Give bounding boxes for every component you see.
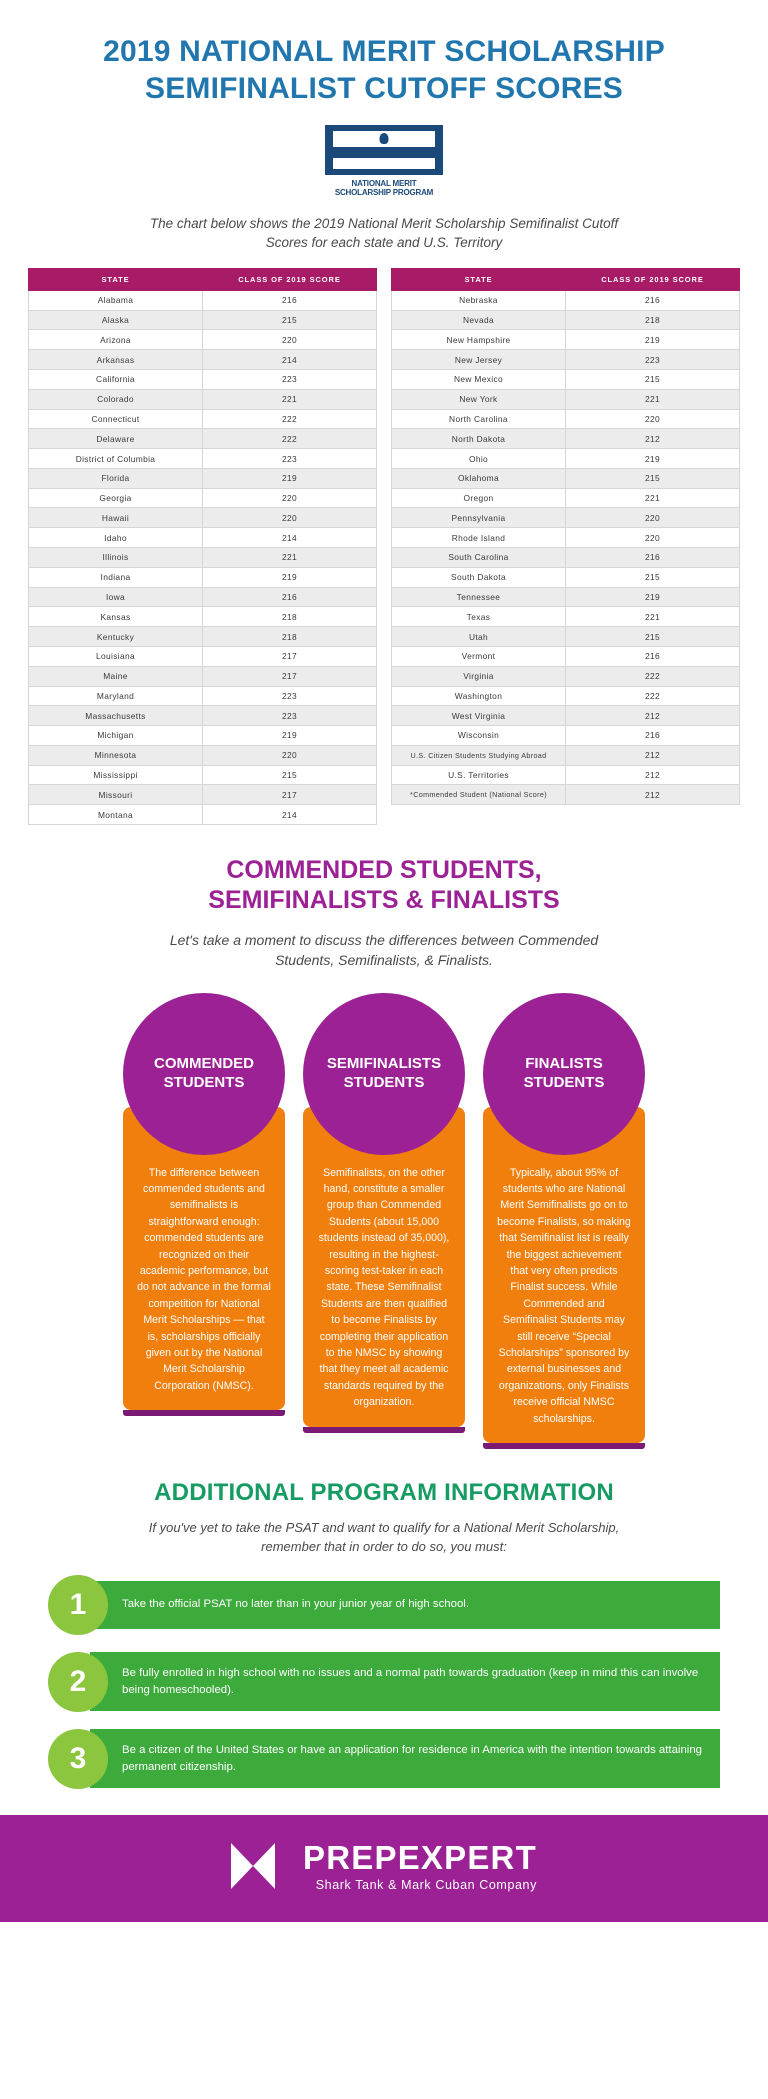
table-row	[392, 409, 740, 429]
cell-score: 218	[203, 627, 377, 647]
table-row	[29, 726, 377, 746]
cell-score: 222	[203, 429, 377, 449]
table-row	[29, 745, 377, 765]
cell-score: 220	[566, 409, 740, 429]
cell-score: 215	[203, 765, 377, 785]
cell-score: 220	[203, 745, 377, 765]
cell-score: 221	[566, 607, 740, 627]
chevron-left-icon	[231, 1843, 253, 1889]
score-table-right	[391, 268, 740, 805]
commended-section	[0, 825, 768, 971]
additional-info-section	[0, 1449, 768, 1557]
commended-title-line2: SEMIFINALISTS & FINALISTS	[208, 886, 560, 915]
col-header-state: STATE	[29, 268, 203, 290]
card-footer-bar	[483, 1443, 645, 1449]
nmsp-logo-icon	[325, 125, 443, 175]
table-row	[29, 627, 377, 647]
cell-state: Pennsylvania	[392, 508, 566, 528]
cell-score: 215	[566, 370, 740, 390]
cell-state: Vermont	[392, 646, 566, 666]
footer-tagline: Shark Tank & Mark Cuban Company	[315, 1877, 537, 1892]
cell-state: Michigan	[29, 726, 203, 746]
table-row	[392, 429, 740, 449]
table-row	[29, 508, 377, 528]
cell-state: Nevada	[392, 310, 566, 330]
logo-text-line1: NATIONAL MERIT	[351, 179, 417, 189]
table-row	[29, 548, 377, 568]
table-row	[29, 607, 377, 627]
table-row	[29, 528, 377, 548]
step-number: 2	[48, 1652, 108, 1712]
cell-state: California	[29, 370, 203, 390]
card-footer-bar	[303, 1427, 465, 1433]
cell-state: District of Columbia	[29, 449, 203, 469]
card-body-text: Typically, about 95% of students who are National Merit Semifinalists go on to become Finalists, so making that Semifinalist list is really the biggest achievement that very often predicts Finalist success. While Commended and Semifinalist Students may still receive “Special Scholarships” sponsored by external businesses and organizations, only Finalists receive official NMSC scholarships.	[483, 1107, 645, 1444]
table-row	[392, 290, 740, 310]
nmsp-logo-text	[325, 179, 443, 197]
cell-state: U.S. Citizen Students Studying Abroad	[392, 745, 566, 765]
table-row	[392, 389, 740, 409]
cell-score: 223	[203, 449, 377, 469]
table-row	[392, 567, 740, 587]
cell-score: 216	[566, 548, 740, 568]
footer-text-block	[303, 1838, 537, 1892]
card-heading-line1: SEMIFINALISTS	[326, 1054, 442, 1072]
cell-state: South Carolina	[392, 548, 566, 568]
cell-state: Mississippi	[29, 765, 203, 785]
cell-score: 221	[203, 389, 377, 409]
cell-state: New Hampshire	[392, 330, 566, 350]
table-row	[29, 389, 377, 409]
cell-state: Massachusetts	[29, 706, 203, 726]
definition-card	[303, 993, 465, 1433]
header-section	[0, 0, 768, 252]
header-subtitle: The chart below shows the 2019 National Merit Scholarship Semifinalist Cutoff Scores for each state and U.S. Territory	[149, 215, 619, 250]
table-header-row	[392, 268, 740, 290]
cell-score: 215	[566, 567, 740, 587]
cell-score: 212	[566, 785, 740, 805]
table-row	[29, 449, 377, 469]
table-row	[392, 785, 740, 805]
cell-score: 220	[566, 528, 740, 548]
cell-state: North Carolina	[392, 409, 566, 429]
nmsp-logo	[325, 125, 443, 197]
page-title-line1: 2019 NATIONAL MERIT SCHOLARSHIP	[103, 35, 665, 68]
cell-score: 214	[203, 805, 377, 825]
cell-state: Maine	[29, 666, 203, 686]
cell-state: Nebraska	[392, 290, 566, 310]
cell-score: 219	[566, 330, 740, 350]
cell-state: Iowa	[29, 587, 203, 607]
table-row	[392, 548, 740, 568]
logo-band-bottom	[333, 158, 435, 169]
table-row	[29, 310, 377, 330]
table-row	[392, 627, 740, 647]
cell-score: 216	[566, 726, 740, 746]
score-table-left	[28, 268, 377, 825]
cell-state: Hawaii	[29, 508, 203, 528]
col-header-state: STATE	[392, 268, 566, 290]
cell-score: 223	[203, 686, 377, 706]
cell-score: 219	[566, 587, 740, 607]
cell-score: 219	[566, 449, 740, 469]
additional-info-title: ADDITIONAL PROGRAM INFORMATION	[154, 1479, 614, 1507]
cell-score: 212	[566, 706, 740, 726]
commended-title	[20, 855, 748, 916]
requirement-step	[48, 1652, 720, 1712]
table-row	[29, 666, 377, 686]
table-row	[392, 468, 740, 488]
prepexpert-logo-icon	[231, 1843, 289, 1889]
cell-score: 221	[203, 548, 377, 568]
cell-score: 220	[203, 508, 377, 528]
card-footer-bar	[123, 1410, 285, 1416]
cell-score: 223	[203, 706, 377, 726]
cell-score: 216	[566, 290, 740, 310]
step-text: Take the official PSAT no later than in your junior year of high school.	[90, 1581, 720, 1629]
page-title	[40, 34, 728, 107]
score-table-left-wrap	[28, 268, 377, 825]
table-row	[29, 587, 377, 607]
cell-state: Virginia	[392, 666, 566, 686]
table-row	[392, 330, 740, 350]
table-row	[29, 805, 377, 825]
table-row	[392, 587, 740, 607]
cell-score: 220	[203, 330, 377, 350]
cell-score: 212	[566, 745, 740, 765]
cell-score: 215	[566, 468, 740, 488]
cell-score: 222	[566, 686, 740, 706]
cell-score: 212	[566, 765, 740, 785]
logo-flame-icon	[380, 133, 389, 144]
cell-state: Idaho	[29, 528, 203, 548]
cell-state: Kansas	[29, 607, 203, 627]
requirement-steps	[0, 1557, 768, 1789]
table-row	[392, 449, 740, 469]
cell-score: 223	[203, 370, 377, 390]
table-row	[392, 528, 740, 548]
table-row	[29, 290, 377, 310]
definition-card	[123, 993, 285, 1417]
step-number: 1	[48, 1575, 108, 1635]
cell-state: Ohio	[392, 449, 566, 469]
cell-state: Utah	[392, 627, 566, 647]
cell-state: Missouri	[29, 785, 203, 805]
footer-brand: PREPEXPERT	[303, 1838, 537, 1876]
table-row	[29, 567, 377, 587]
card-body-text: The difference between commended students and semifinalists is straightforward enough: commended students are recognized on their academic performance, but do not advance in the formal competition for National Merit Scholarships — that is, scholarships officially given out by the National Merit Scholarship Corporation (NMSC).	[123, 1107, 285, 1411]
cell-score: 222	[203, 409, 377, 429]
requirement-step	[48, 1575, 720, 1635]
table-row	[392, 488, 740, 508]
cell-score: 218	[203, 607, 377, 627]
table-row	[29, 785, 377, 805]
card-heading	[303, 993, 465, 1155]
table-row	[392, 370, 740, 390]
cell-state: Minnesota	[29, 745, 203, 765]
cell-state: Arkansas	[29, 350, 203, 370]
additional-info-subtitle: If you've yet to take the PSAT and want to qualify for a National Merit Scholarship, remember that in order to do so, you must:	[148, 1520, 620, 1554]
table-row	[392, 310, 740, 330]
cell-state: Connecticut	[29, 409, 203, 429]
cell-state: Arizona	[29, 330, 203, 350]
logo-text-line2: SCHOLARSHIP PROGRAM	[334, 188, 434, 198]
table-row	[29, 686, 377, 706]
cell-score: 219	[203, 567, 377, 587]
cell-score: 220	[203, 488, 377, 508]
definition-card	[483, 993, 645, 1450]
table-row	[29, 468, 377, 488]
cell-state: Alaska	[29, 310, 203, 330]
cell-score: 212	[566, 429, 740, 449]
table-row	[392, 646, 740, 666]
table-header-row	[29, 268, 377, 290]
table-row	[29, 330, 377, 350]
cell-state: Oklahoma	[392, 468, 566, 488]
cell-score: 218	[566, 310, 740, 330]
table-row	[29, 646, 377, 666]
cell-state: Rhode Island	[392, 528, 566, 548]
cell-score: 222	[566, 666, 740, 686]
table-row	[29, 370, 377, 390]
table-row	[392, 350, 740, 370]
cell-score: 215	[566, 627, 740, 647]
cell-state: Washington	[392, 686, 566, 706]
cell-score: 214	[203, 350, 377, 370]
table-row	[392, 726, 740, 746]
cell-state: Kentucky	[29, 627, 203, 647]
card-heading-line2: STUDENTS	[523, 1073, 605, 1091]
footer-bar	[0, 1815, 768, 1922]
cell-state: Louisiana	[29, 646, 203, 666]
cell-score: 216	[203, 587, 377, 607]
cell-state: Georgia	[29, 488, 203, 508]
cell-score: 216	[566, 646, 740, 666]
cell-score: 223	[566, 350, 740, 370]
cell-state: Florida	[29, 468, 203, 488]
step-text: Be a citizen of the United States or have an application for residence in America with the intention towards attaining permanent citizenship.	[90, 1729, 720, 1788]
table-row	[29, 409, 377, 429]
score-tables	[0, 252, 768, 825]
table-row	[392, 706, 740, 726]
cell-state: Delaware	[29, 429, 203, 449]
col-header-score: CLASS OF 2019 SCORE	[566, 268, 740, 290]
cell-state: U.S. Territories	[392, 765, 566, 785]
cell-state: New Jersey	[392, 350, 566, 370]
cell-score: 217	[203, 785, 377, 805]
cell-state: South Dakota	[392, 567, 566, 587]
cell-score: 217	[203, 646, 377, 666]
cell-state: New York	[392, 389, 566, 409]
definition-cards	[0, 971, 768, 1450]
cell-score: 215	[203, 310, 377, 330]
cell-state: Montana	[29, 805, 203, 825]
commended-subtitle: Let's take a moment to discuss the differences between Commended Students, Semifinalists, & Finalists.	[169, 931, 599, 969]
step-text: Be fully enrolled in high school with no issues and a normal path towards graduation (keep in mind this can involve being homeschooled).	[90, 1652, 720, 1711]
cell-state: New Mexico	[392, 370, 566, 390]
cell-score: 217	[203, 666, 377, 686]
cell-score: 219	[203, 726, 377, 746]
table-row	[392, 765, 740, 785]
table-row	[392, 607, 740, 627]
table-row	[392, 745, 740, 765]
cell-score: 214	[203, 528, 377, 548]
cell-score: 220	[566, 508, 740, 528]
cell-state: Wisconsin	[392, 726, 566, 746]
table-row	[29, 765, 377, 785]
cell-score: 221	[566, 488, 740, 508]
cell-score: 221	[566, 389, 740, 409]
card-heading-line2: STUDENTS	[163, 1073, 245, 1091]
table-row	[392, 508, 740, 528]
cell-state: Tennessee	[392, 587, 566, 607]
card-heading-line1: FINALISTS	[525, 1054, 603, 1072]
card-body-text: Semifinalists, on the other hand, constitute a smaller group than Commended Students (about 15,000 students instead of 35,000), resulting in the highest-scoring test-taker in each state. These Semifinalist Students are then qualified to become Finalists by completing their application to the NMSC by showing that they meet all academic standards required by the organization.	[303, 1107, 465, 1427]
card-heading-line2: STUDENTS	[343, 1073, 425, 1091]
table-row	[29, 706, 377, 726]
table-row	[392, 686, 740, 706]
chevron-right-icon	[253, 1843, 275, 1889]
card-heading-line1: COMMENDED	[154, 1054, 254, 1072]
cell-state: *Commended Student (National Score)	[392, 785, 566, 805]
requirement-step	[48, 1729, 720, 1789]
cell-state: Oregon	[392, 488, 566, 508]
page-title-line2: SEMIFINALIST CUTOFF SCORES	[145, 71, 623, 105]
cell-state: West Virginia	[392, 706, 566, 726]
commended-title-line1: COMMENDED STUDENTS,	[226, 855, 542, 884]
cell-state: Indiana	[29, 567, 203, 587]
col-header-score: CLASS OF 2019 SCORE	[203, 268, 377, 290]
table-row	[29, 429, 377, 449]
cell-score: 216	[203, 290, 377, 310]
card-heading	[123, 993, 285, 1155]
table-row	[392, 666, 740, 686]
table-row	[29, 488, 377, 508]
cell-state: North Dakota	[392, 429, 566, 449]
cell-state: Maryland	[29, 686, 203, 706]
cell-state: Alabama	[29, 290, 203, 310]
table-row	[29, 350, 377, 370]
score-table-right-wrap	[391, 268, 740, 805]
cell-state: Texas	[392, 607, 566, 627]
card-heading	[483, 993, 645, 1155]
cell-score: 219	[203, 468, 377, 488]
cell-state: Colorado	[29, 389, 203, 409]
cell-state: Illinois	[29, 548, 203, 568]
step-number: 3	[48, 1729, 108, 1789]
